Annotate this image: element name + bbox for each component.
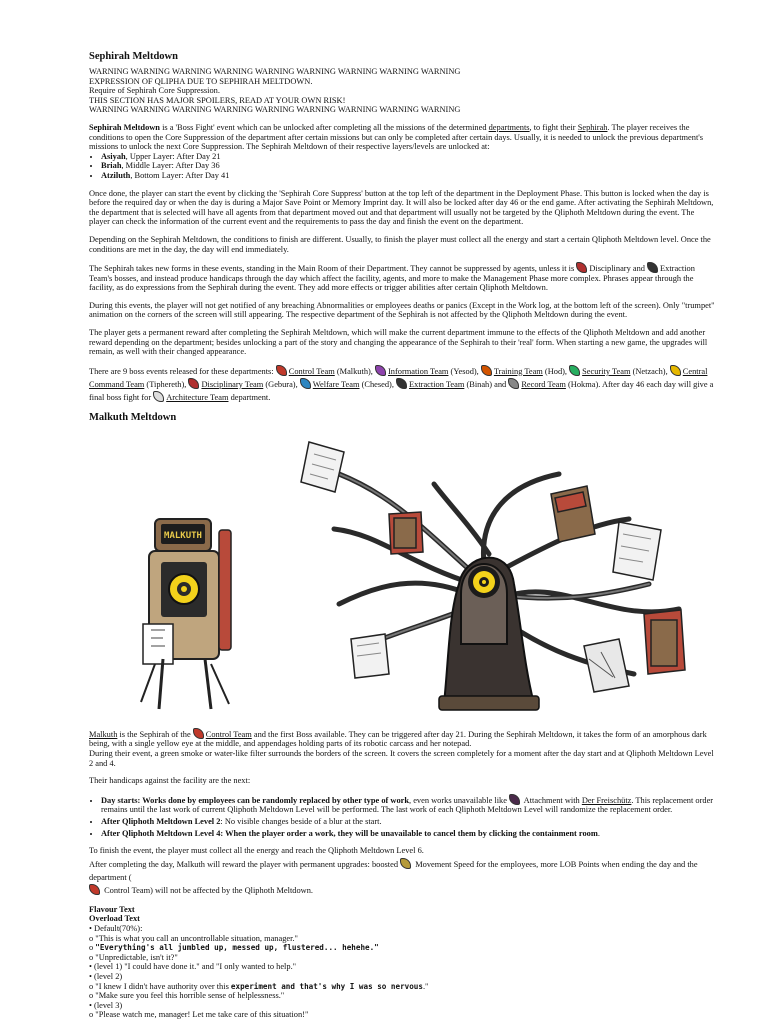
flavour-line: • Default(70%): — [89, 923, 143, 933]
attachment-icon — [509, 794, 520, 805]
paragraph: The Sephirah takes new forms in these events, standing in the Main Room of their Department. They cannot be suppressed by agents, unless it is Disciplinary and Extraction Team's bosses, and instead produce handicaps through the day which affect the facility, agents, and more to make the Management Phase more complex. Phrases appear through the facility, as do expressions from the Sephirah during the event. They add more effects or trigger abilities after certain Qliphoth Meltdown. — [89, 264, 695, 293]
control-team-icon — [276, 365, 287, 376]
welfare-team-link[interactable]: Welfare Team — [312, 379, 360, 389]
flavour-line: • (level 3) — [89, 1000, 123, 1010]
section-heading-malkuth: Malkuth Meltdown — [89, 411, 177, 423]
disciplinary-team-link[interactable]: Disciplinary Team — [201, 379, 264, 389]
paragraph: Once done, the player can start the event by clicking the 'Sephirah Core Suppress' button at the top left of the department in the Deployment Phase. This button is locked when the day is before the required day or when the day is during a Major Save Point or Memory Imprint day. It will also be locked after day 46 or the end game. After activating the Sephirah Meltdown, the department that is selected will have all agents from that department moved out and that department will usually not be targeted by the Qliphoth Meltdown during the event. The player can check the information of the current event and the requirements to pass the day and finish the event on the department. — [89, 188, 714, 227]
training-team-link[interactable]: Training Team — [493, 366, 543, 376]
malkuth-sign-text: MALKUTH — [164, 530, 202, 541]
movement-speed-icon — [400, 858, 411, 869]
paragraph: During this events, the player will not get notified of any breaching Abnormalities or employees deaths or panics (Except in the Work log, at the bottom left of the screen). Only "trumpet" animation on the corners of the screen will still appearing. The respective department of the Sephirah is not affected by the Qliphoth Meltdown during the event. — [89, 300, 715, 320]
malkuth-link[interactable]: Malkuth — [89, 729, 118, 739]
paragraph: Their handicaps against the facility are the next: — [89, 776, 251, 786]
flavour-line: o "This is what you call an uncontrollable situation, manager." — [89, 933, 298, 943]
flavour-line: o "Unpredictable, isn't it?" — [89, 952, 178, 962]
layer-list — [89, 152, 717, 181]
warning-line: WARNING WARNING WARNING WARNING WARNING WARNING WARNING WARNING WARNING — [89, 105, 461, 115]
flavour-line: o "I knew I didn't have authority over this experiment and that's why I was so nervous." — [89, 981, 429, 991]
control-team-icon — [193, 728, 204, 739]
disciplinary-team-icon — [576, 262, 587, 273]
flavour-line: o "Please watch me, manager! Let me take care of this situation!" — [89, 1010, 309, 1020]
control-team-link[interactable]: Control Team — [288, 366, 335, 376]
list-item: • Briah, Middle Layer: After Day 36 — [101, 161, 717, 171]
article — [89, 51, 717, 1020]
flavour-section — [89, 905, 717, 1020]
information-team-icon — [375, 365, 386, 376]
architecture-team-link[interactable]: Architecture Team — [166, 392, 229, 402]
information-team-link[interactable]: Information Team — [388, 366, 449, 376]
malkuth-illustration — [89, 434, 717, 724]
flavour-line: o "Make sure you feel this horrible sense of helplessness." — [89, 991, 285, 1001]
central-command-team-icon — [670, 365, 681, 376]
control-team-icon — [89, 884, 100, 895]
boss-list-paragraph: There are 9 boss events released for these departments: Control Team (Malkuth), Information Team (Yesod), Training Team (Hod), Security Team (Netzach), Central Command Team (Tiphereth), Disciplinary Team (Gebura), Welfare Team (Chesed), Extraction Team (Binah) and Record Team (Hokma). After day 46 each day will give a final boss fight for Architecture Team department. — [89, 366, 714, 402]
architecture-team-icon — [153, 391, 164, 402]
paragraph: Depending on the Sephirah Meltdown, the conditions to finish are different. Usually, to finish the player must collect all the energy and start a certain Qliphoth Meltdown level. Once the conditions are met in the day, the day will end immediately. — [89, 234, 711, 254]
paragraph: To finish the event, the player must collect all the energy and reach the Qliphoth Meltdown Level 6. — [89, 846, 424, 856]
record-team-link[interactable]: Record Team — [521, 379, 566, 389]
paragraph: The player gets a permanent reward after completing the Sephirah Meltdown, which will make the current department immune to the effects of the Qliphoth Meltdown and add another reward depending on the department; besides unlocking a part of the story and changing the appearance of the Sephirah to their 'real' form. When starting a new game, the upgrades will remain, as well with their changed appearance. — [89, 328, 708, 357]
control-team-link[interactable]: Control Team — [205, 729, 252, 739]
extraction-team-icon — [396, 378, 407, 389]
malkuth-art — [89, 434, 717, 724]
security-team-link[interactable]: Security Team — [582, 366, 631, 376]
record-team-icon — [508, 378, 519, 389]
warning-line: EXPRESSION OF QLIPHA DUE TO SEPHIRAH MELTDOWN. — [89, 76, 313, 86]
extraction-team-link[interactable]: Extraction Team — [409, 379, 465, 389]
intro-term: Sephirah Meltdown — [89, 122, 160, 132]
list-item: • After Qliphoth Meltdown Level 2: No visible changes beside of a blur at the start. — [101, 817, 717, 827]
flavour-line: • (level 1) "I could have done it." and "I only wanted to help." — [89, 962, 297, 972]
warning-line: WARNING WARNING WARNING WARNING WARNING WARNING WARNING WARNING WARNING — [89, 67, 461, 76]
warning-line: Require of Sephirah Core Suppression. — [89, 86, 220, 96]
warning-line: THIS SECTION HAS MAJOR SPOILERS, READ AT YOUR OWN RISK! — [89, 95, 346, 105]
security-team-icon — [569, 365, 580, 376]
der-freischutz-link[interactable]: Der Freischütz — [581, 795, 632, 805]
departments-link[interactable]: departments — [488, 122, 530, 132]
disciplinary-team-icon — [188, 378, 199, 389]
page-title: Sephirah Meltdown — [89, 51, 178, 62]
training-team-icon — [481, 365, 492, 376]
welfare-team-icon — [300, 378, 311, 389]
sephirah-link[interactable]: Sephirah — [577, 122, 608, 132]
paragraph: During their event, a green smoke or water-like filter surrounds the borders of the screen. It covers the screen completely for a moment after the day start and at Qliphoth Meltdown Level 2 and 4. — [89, 749, 714, 768]
spoiler-warning — [89, 67, 717, 115]
central-command-team-link[interactable]: Central Command Team — [89, 366, 708, 389]
handicap-list — [89, 794, 717, 838]
paragraph: After completing the day, Malkuth will reward the player with permanent upgrades: boosted Movement Speed for the employees, more LOB Points when ending the day and the department ( Control Team) will not be affected by the Qliphoth Meltdown. — [89, 859, 698, 895]
flavour-title: Flavour Text — [89, 904, 135, 914]
overload-subtitle: Overload Text — [89, 914, 140, 924]
malkuth-robot — [141, 519, 231, 709]
list-item: • Atziluth, Bottom Layer: After Day 41 — [101, 171, 717, 181]
paragraph: Malkuth is the Sephirah of the Control Team and the first Boss available. They can be triggered after day 21. During the Sephirah Meltdown, it takes the form of an amorphous dark being, with a single yellow eye at the middle, and appendages holding parts of its robotic carcass and her notepad. — [89, 729, 707, 749]
intro-paragraph: Sephirah Meltdown is a 'Boss Fight' event which can be unlocked after completing all the missions of the determined departments, to fight their Sephirah. The player receives the conditions to open the Core Suppression of the department after certain missions but can only be completed after certain days. Usually, it is needed to unlock the previous department's missions to unlock the next Core Suppression. The Sephirah Meltdown of their respective layers/levels are unlocked at: — [89, 122, 704, 152]
list-item: • Day starts: Works done by employees can be randomly replaced by other type of work, even works unavailable like Attachment with Der Freischütz. This replacement order remains until the last work of current Qliphoth Meltdown Level will be performed. The last work of each Qliphoth Meltdown Level will randomize the replacement order. — [101, 794, 717, 815]
extraction-team-icon — [647, 262, 658, 273]
flavour-line: o "Everything's all jumbled up, messed up, flustered... hehehe." — [89, 943, 379, 953]
list-item: • After Qliphoth Meltdown Level 4: When the player order a work, they will be unavailable to cancel them by clicking the containment room. — [101, 829, 717, 839]
flavour-line: • (level 2) — [89, 971, 123, 981]
list-item: • Asiyah, Upper Layer: After Day 21 — [101, 152, 717, 162]
